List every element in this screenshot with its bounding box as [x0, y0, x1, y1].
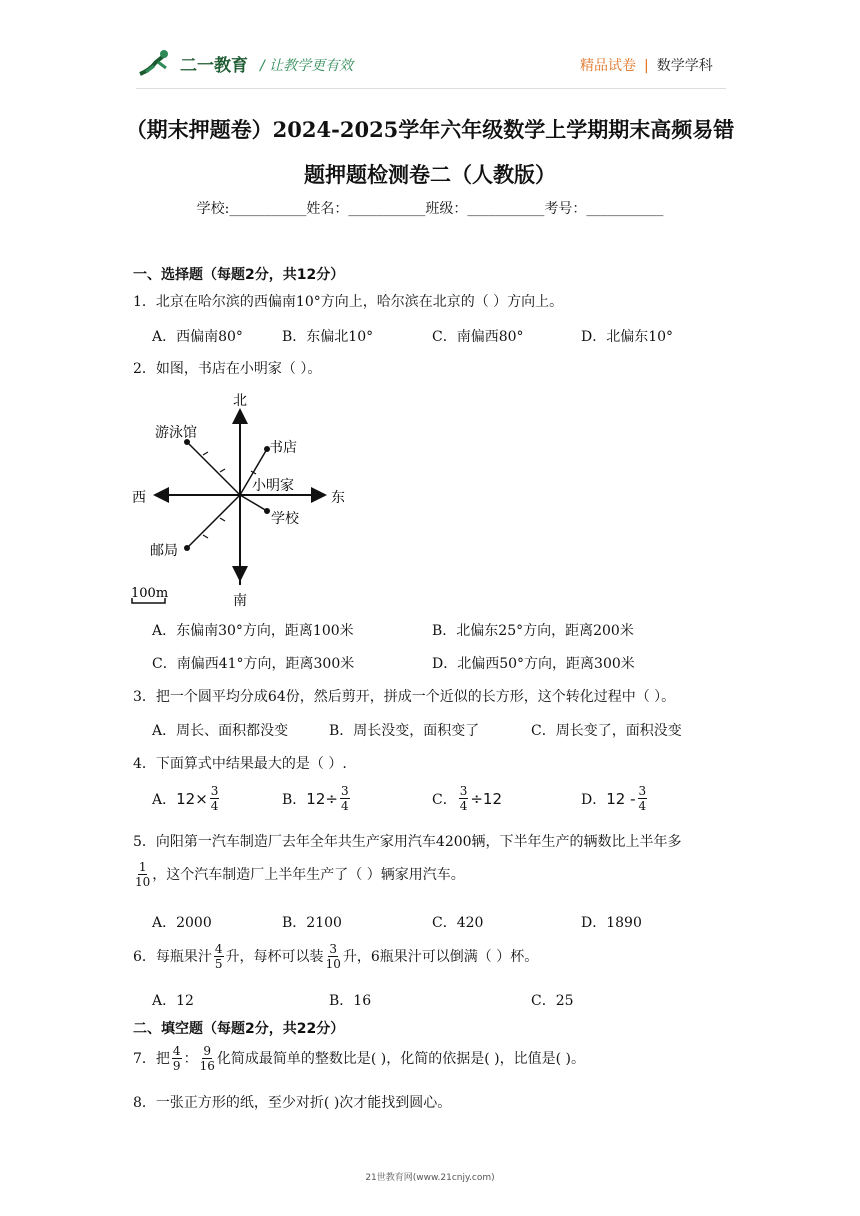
question-4-stem: 4．下面算式中结果最大的是（ ）.	[133, 756, 347, 772]
question-5-option-a[interactable]: A．2000	[152, 915, 212, 931]
post-ray	[187, 495, 240, 548]
question-6-option-b[interactable]: B．16	[329, 993, 372, 1009]
q7-colon: ：	[183, 1050, 198, 1067]
footer: 21世教育网(www.21cnjy.com)	[365, 1173, 495, 1183]
frac-denominator: 4	[210, 799, 219, 813]
question-1-option-b[interactable]: B．东偏北10°	[282, 329, 374, 345]
label-bookstore: 书店	[269, 440, 297, 456]
question-4-option-a[interactable]	[152, 784, 221, 813]
school-ray	[240, 495, 267, 511]
scale-label: 100m	[131, 586, 169, 601]
student-info-fields: 学校:___________姓名：___________班级：___________考号：___________	[196, 201, 664, 217]
q7-text-post: 化简成最简单的整数比是( )，化简的依据是( )，比值是( )。	[216, 1050, 585, 1067]
option-b-label: B．	[282, 791, 307, 808]
label-north: 北	[233, 393, 247, 409]
question-6-option-a[interactable]: A．12	[152, 993, 194, 1009]
frac-numerator: 1	[138, 860, 147, 874]
frac-denominator: 4	[459, 799, 468, 813]
frac-numerator: 3	[329, 942, 338, 956]
frac-numerator: 3	[340, 784, 349, 798]
question-2-option-b[interactable]: B．北偏东25°方向，距离200米	[432, 623, 634, 639]
option-d-label: D．	[581, 791, 607, 808]
question-8-stem: 8．一张正方形的纸，至少对折( )次才能找到圆心。	[133, 1095, 452, 1111]
option-d-expr: 12 -	[606, 789, 636, 808]
frac-numerator: 3	[210, 784, 219, 798]
frac-denominator: 5	[214, 957, 223, 971]
logo-text: 二一教育	[180, 55, 248, 76]
question-2-option-c[interactable]: C．南偏西41°方向，距离300米	[152, 656, 355, 672]
frac-denominator: 10	[325, 957, 341, 971]
pool-ray	[187, 442, 240, 495]
direction-map-diagram	[125, 385, 365, 610]
question-3-option-a[interactable]: A．周长、面积都没变	[152, 723, 289, 739]
question-4-option-c[interactable]	[432, 784, 502, 813]
q6-text-mid: 升，每杯可以装	[225, 948, 324, 965]
question-1-option-a[interactable]: A．西偏南80°	[152, 329, 243, 345]
label-school: 学校	[271, 511, 299, 527]
q6-text-pre: 6．每瓶果汁	[133, 948, 212, 965]
question-5-stem-text: ，这个汽车制造厂上半年生产了（ ）辆家用汽车。	[152, 866, 465, 883]
question-1-option-c[interactable]: C．南偏西80°	[432, 329, 524, 345]
question-5-option-b[interactable]: B．2100	[282, 915, 342, 931]
school-point	[264, 508, 270, 514]
question-5-stem-line1: 5．向阳第一汽车制造厂去年全年共生产家用汽车4200辆，下半年生产的辆数比上半年多	[133, 834, 682, 850]
frac-numerator: 4	[172, 1044, 181, 1058]
label-west: 西	[132, 490, 146, 506]
question-5-option-d[interactable]: D．1890	[581, 915, 642, 931]
option-a-label: A．	[152, 791, 177, 808]
question-7-stem	[133, 1044, 585, 1073]
frac-numerator: 3	[638, 784, 647, 798]
question-5-option-c[interactable]: C．420	[432, 915, 484, 931]
option-b-expr: 12÷	[306, 789, 338, 808]
question-4-option-d[interactable]	[581, 784, 649, 813]
label-south: 南	[233, 593, 247, 609]
page-title-line1: （期末押题卷）2024-2025学年六年级数学上学期期末高频易错	[125, 117, 735, 142]
label-post: 邮局	[150, 543, 178, 559]
header-label-premium: 精品试卷	[580, 58, 636, 74]
frac-numerator: 3	[459, 784, 468, 798]
question-4-option-b[interactable]	[282, 784, 352, 813]
question-5-stem-line2	[133, 860, 465, 889]
option-c-label: C．	[432, 791, 457, 808]
frac-denominator: 10	[135, 875, 151, 889]
question-2-option-a[interactable]: A．东偏南30°方向，距离100米	[152, 623, 354, 639]
question-3-option-b[interactable]: B．周长没变，面积变了	[329, 723, 480, 739]
option-c-expr: ÷12	[470, 789, 503, 808]
post-point	[184, 545, 190, 551]
header-label-subject: 数学学科	[656, 58, 713, 74]
question-6-option-c[interactable]: C．25	[531, 993, 574, 1009]
brand-logo	[136, 48, 248, 78]
section-heading-choice: 一、选择题（每题2分，共12分）	[133, 267, 345, 283]
header-right	[580, 55, 713, 75]
frac-denominator: 9	[172, 1059, 181, 1073]
label-east: 东	[331, 490, 345, 506]
section-heading-fill: 二、填空题（每题2分，共22分）	[133, 1021, 345, 1037]
q6-text-post: 升，6瓶果汁可以倒满（ ）杯。	[342, 948, 539, 965]
frac-denominator: 4	[638, 799, 647, 813]
frac-numerator: 4	[214, 942, 223, 956]
runner-logo-icon	[136, 48, 176, 78]
frac-denominator: 4	[340, 799, 349, 813]
frac-numerator: 9	[203, 1044, 212, 1058]
header-divider	[136, 88, 726, 89]
page-title-line2: 题押题检测卷二（人教版）	[304, 162, 556, 187]
label-pool: 游泳馆	[155, 425, 197, 441]
header-separator: |	[644, 58, 649, 74]
question-2-option-d[interactable]: D．北偏西50°方向，距离300米	[432, 656, 635, 672]
q7-text-pre: 7．把	[133, 1050, 170, 1067]
question-6-stem	[133, 942, 538, 971]
question-1-option-d[interactable]: D．北偏东10°	[581, 329, 674, 345]
option-a-expr: 12×	[176, 789, 208, 808]
question-3-stem: 3．把一个圆平均分成64份，然后剪开，拼成一个近似的长方形，这个转化过程中（ ）。	[133, 689, 676, 705]
question-3-option-c[interactable]: C．周长变了，面积没变	[531, 723, 682, 739]
label-home: 小明家	[252, 478, 294, 494]
question-2-stem: 2．如图，书店在小明家（ ）。	[133, 361, 322, 377]
frac-denominator: 16	[199, 1059, 215, 1073]
slogan: / 让教学更有效	[260, 58, 354, 74]
question-1-stem: 1．北京在哈尔滨的西偏南10°方向上，哈尔滨在北京的（ ）方向上。	[133, 294, 564, 310]
